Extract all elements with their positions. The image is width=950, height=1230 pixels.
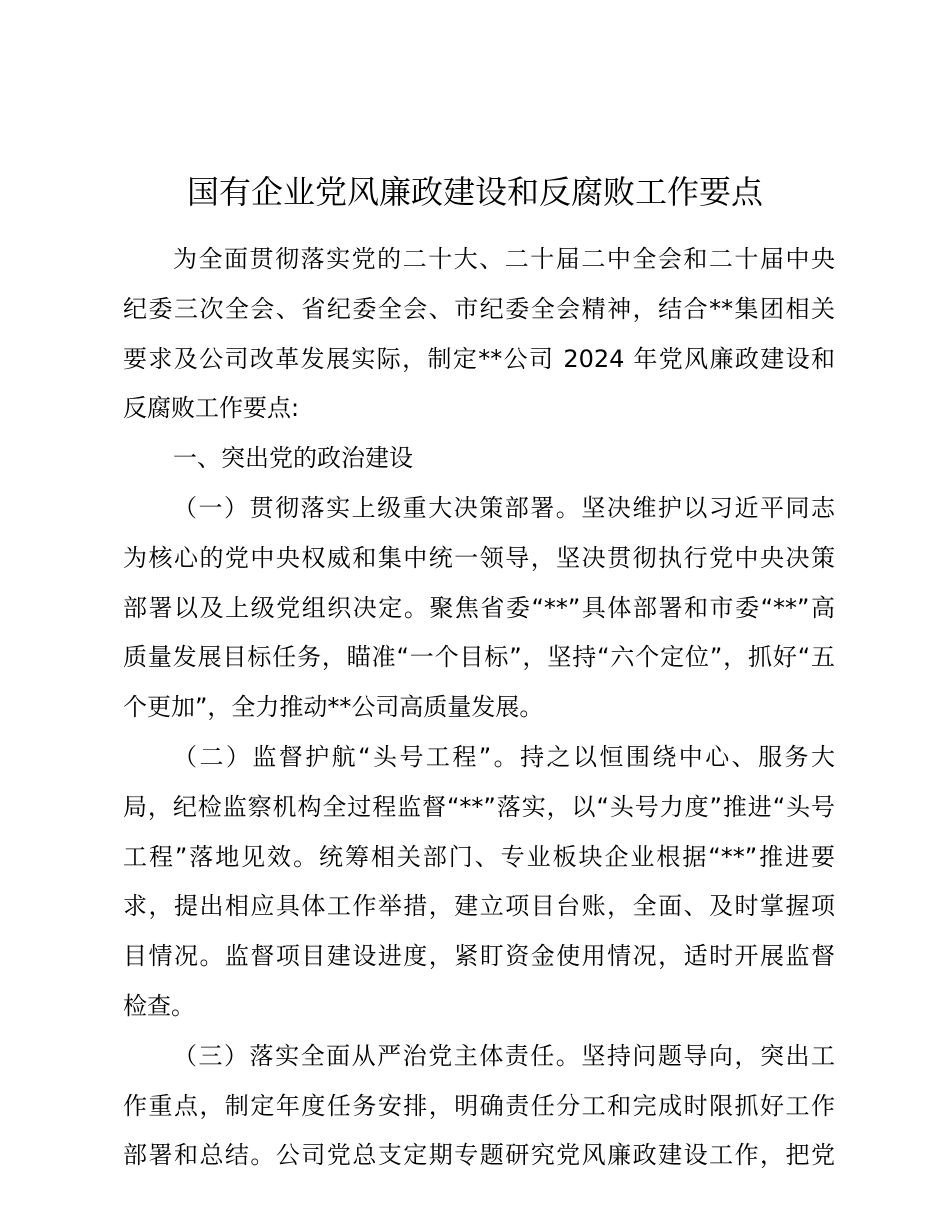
body-line: 部署和总结。公司党总支定期专题研究党风廉政建设工作，把党 — [123, 1141, 835, 1170]
document-body — [123, 235, 835, 1181]
body-line: 质量发展目标任务，瞄准“一个目标”，坚持“六个定位”，抓好“五 — [123, 643, 835, 672]
body-line: （三）落实全面从严治党主体责任。坚持问题导向，突出工 — [173, 1041, 835, 1070]
body-line: 为核心的党中央权威和集中统一领导，坚决贯彻执行党中央决策 — [123, 543, 835, 572]
body-line: 要求及公司改革发展实际，制定**公司 2024 年党风廉政建设和 — [123, 344, 835, 373]
document-title: 国有企业党风廉政建设和反腐败工作要点 — [186, 173, 763, 211]
section-heading: 一、突出党的政治建设 — [173, 444, 413, 473]
body-line: 为全面贯彻落实党的二十大、二十届二中全会和二十届中央 — [173, 245, 835, 273]
body-line: 检查。 — [123, 991, 195, 1020]
body-line: 目情况。监督项目建设进度，紧盯资金使用情况，适时开展监督 — [123, 942, 835, 971]
body-line: 求，提出相应具体工作举措，建立项目台账，全面、及时掌握项 — [123, 892, 835, 921]
body-line: 个更加”，全力推动**公司高质量发展。 — [123, 693, 544, 722]
body-line: 局，纪检监察机构全过程监督“**”落实，以“头号力度”推进“头号 — [123, 792, 835, 821]
body-line: 纪委三次全会、省纪委全会、市纪委全会精神，结合**集团相关 — [123, 294, 835, 323]
body-line: 部署以及上级党组织决定。聚焦省委“**”具体部署和市委“**”高 — [123, 593, 835, 622]
body-line: 反腐败工作要点: — [123, 394, 300, 423]
body-line: 作重点，制定年度任务安排，明确责任分工和完成时限抓好工作 — [123, 1091, 835, 1120]
body-line: （二）监督护航“头号工程”。持之以恒围绕中心、服务大 — [173, 742, 835, 771]
body-line: 工程”落地见效。统筹相关部门、专业板块企业根据“**”推进要 — [123, 842, 835, 871]
body-line: （一）贯彻落实上级重大决策部署。坚决维护以习近平同志 — [173, 493, 835, 522]
